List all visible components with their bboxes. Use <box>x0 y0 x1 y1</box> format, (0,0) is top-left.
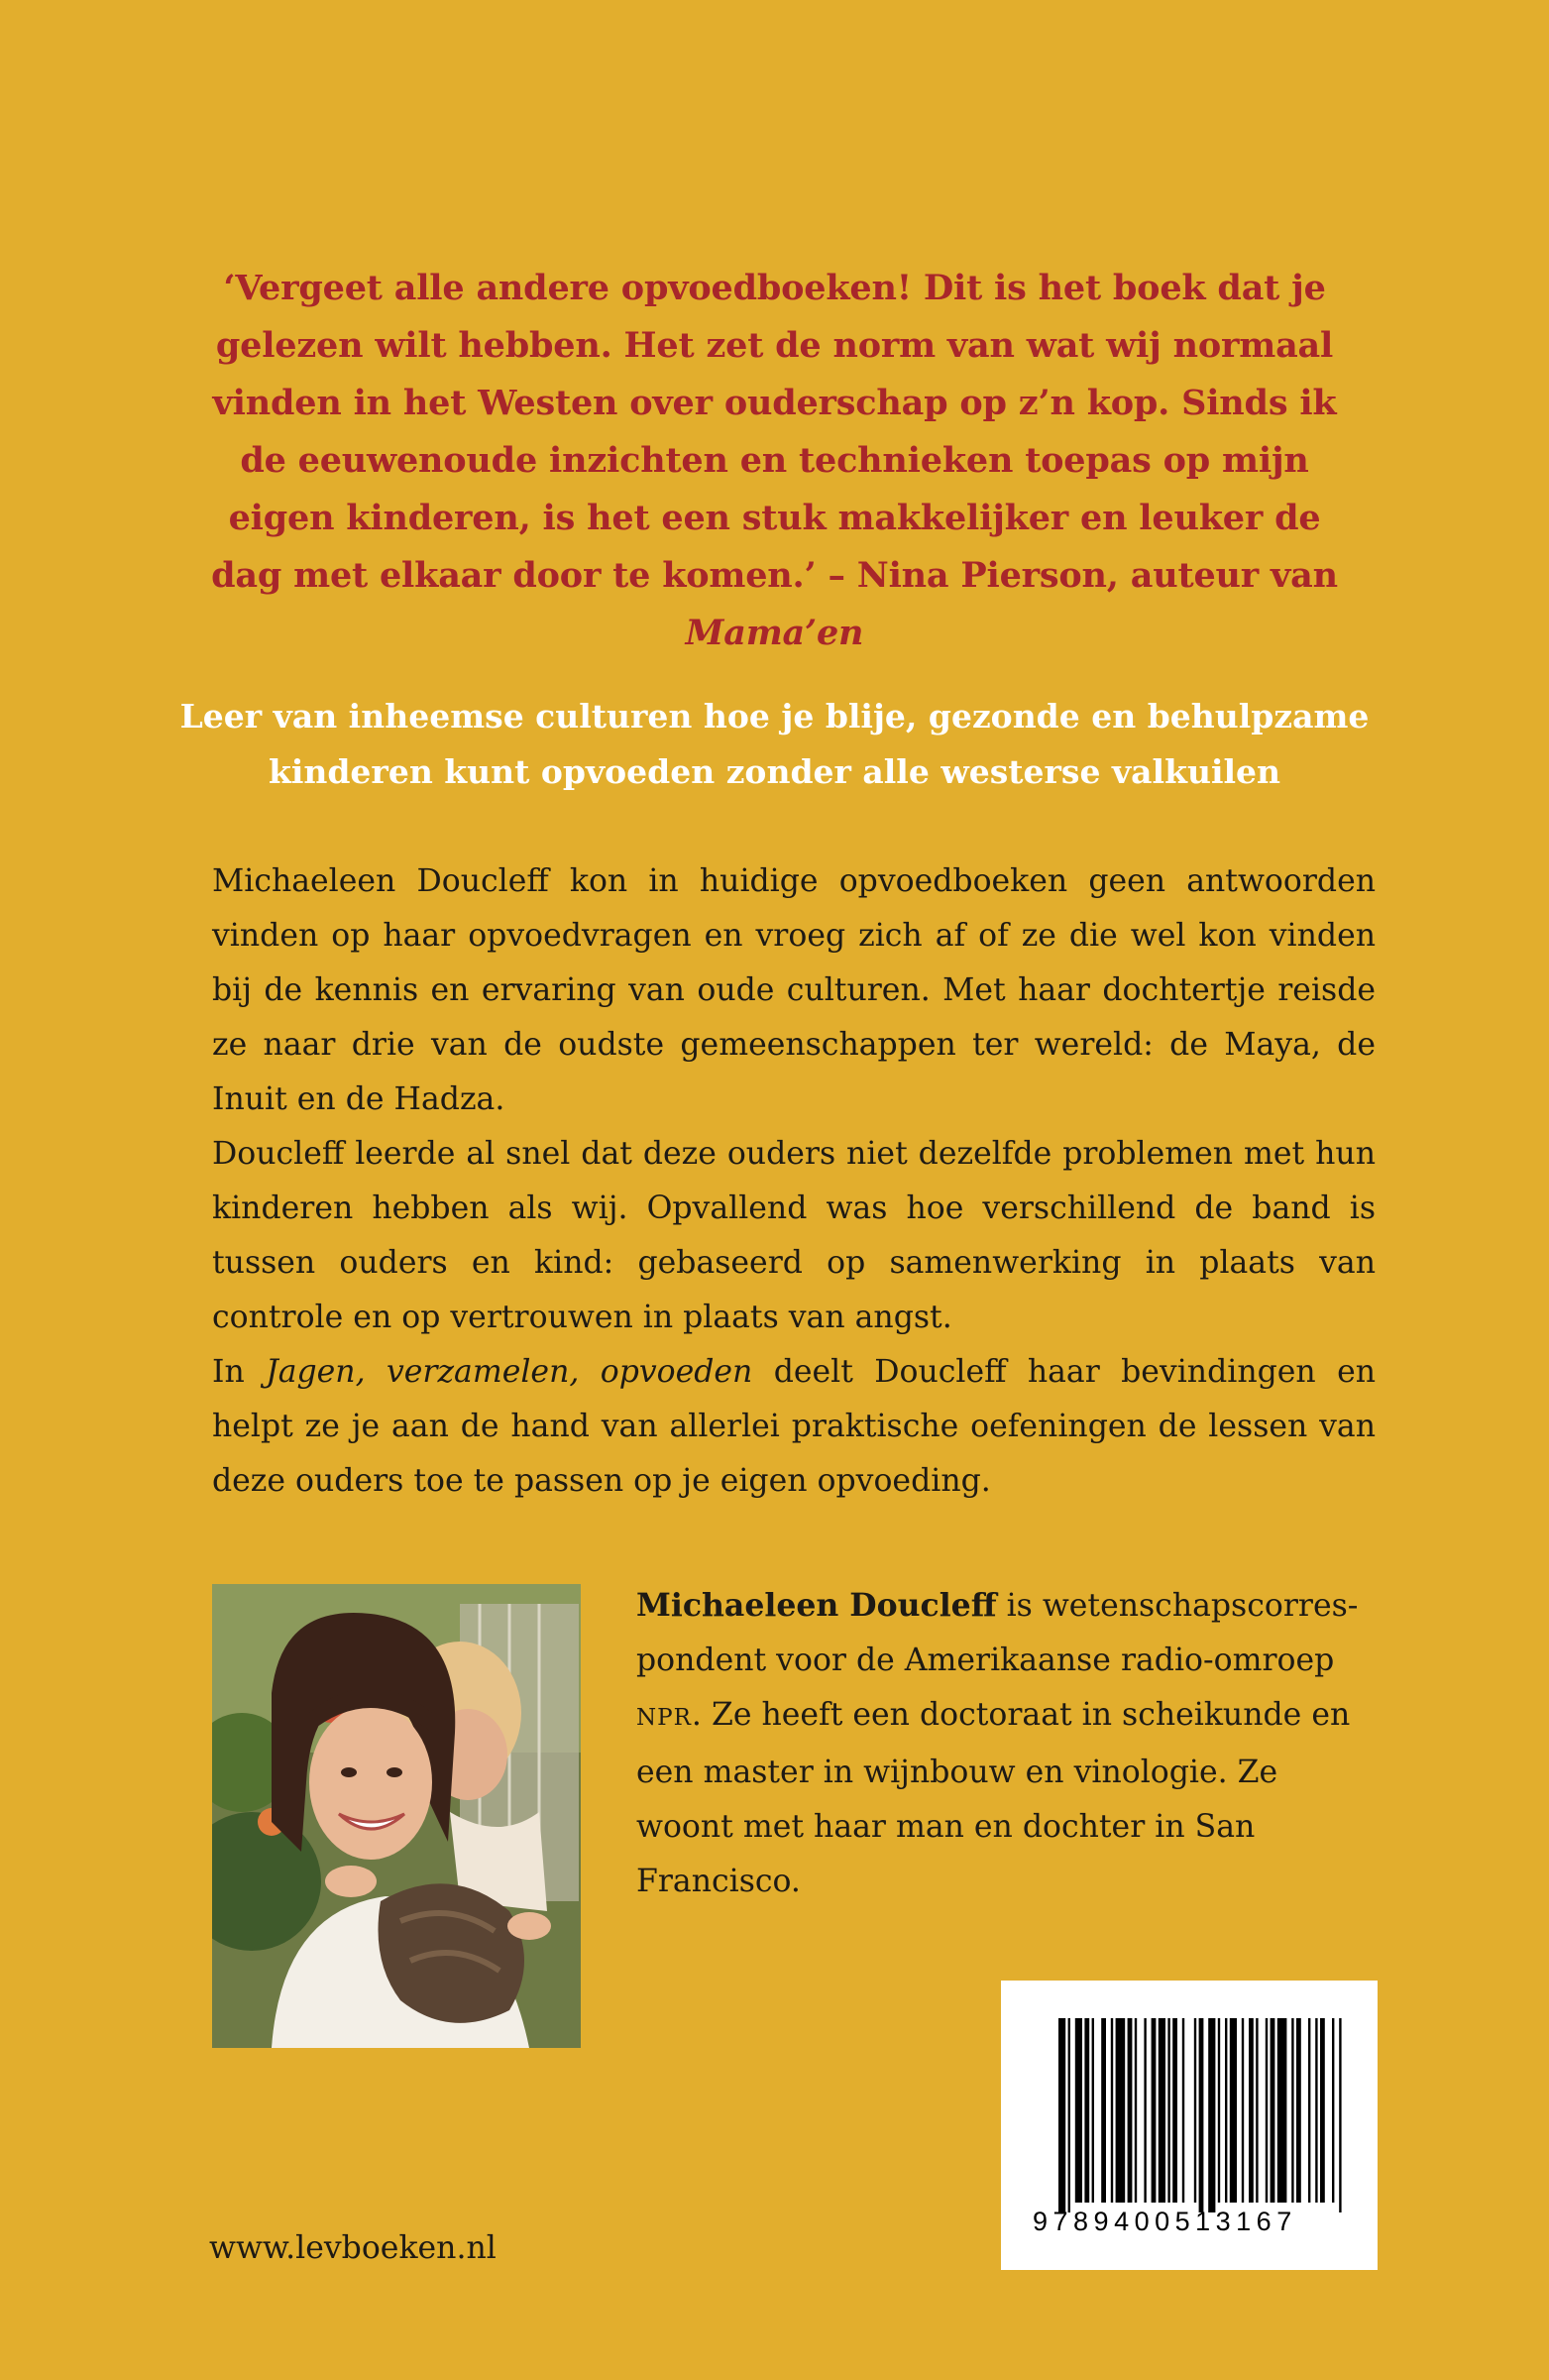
isbn-number: 9789400513167 <box>1033 2207 1297 2236</box>
paragraph-3-suffix: deelt Doucleff haar bevindingen en helpt ze je aan de hand van allerlei praktische oefeningen de lessen van deze ouders toe te passen op je eigen opvoeding. <box>212 1354 1376 1499</box>
barcode-bar <box>1084 2018 1089 2203</box>
barcode-bar <box>1315 2018 1317 2203</box>
barcode-bar <box>1144 2018 1146 2203</box>
barcode-bar <box>1101 2018 1106 2203</box>
author-name: Michaeleen Doucleff <box>636 1587 997 1624</box>
barcode-bar <box>1199 2018 1204 2212</box>
barcode-bar <box>1172 2018 1177 2203</box>
author-photo <box>212 1584 581 2048</box>
barcode-bar <box>1194 2018 1196 2203</box>
endorsement-quote <box>198 260 1351 662</box>
description-paragraph-2: Doucleff leerde al snel dat deze ouders niet dezelfde problemen met hun kinderen hebben als wij. Opvallend was hoe verschillend de band is tussen ouders en kind: gebaseerd op samenwerking in plaats van controle en op vertrouwen in plaats van angst. <box>212 1136 1376 1335</box>
barcode-bar <box>1249 2018 1254 2203</box>
barcode-bar <box>1068 2018 1070 2212</box>
barcode-bar <box>1332 2018 1334 2203</box>
tagline <box>168 689 1381 800</box>
barcode-bar <box>1182 2018 1184 2203</box>
description-paragraph-3 <box>212 1345 1376 1509</box>
barcode-bar <box>1266 2018 1268 2203</box>
author-bio <box>636 1578 1378 1909</box>
barcode-bar <box>1092 2018 1094 2203</box>
barcode-bar <box>1271 2018 1275 2203</box>
barcode-bar <box>1291 2018 1293 2203</box>
quote-attribution: – Nina Pierson, auteur van <box>816 555 1338 596</box>
tagline-line-1: Leer van inheemse culturen hoe je blije, gezonde en behulpzame <box>179 697 1370 736</box>
barcode-bar <box>1230 2018 1237 2203</box>
barcode-bar <box>1308 2018 1310 2203</box>
barcode-bar <box>1111 2018 1113 2203</box>
barcode-bar <box>1296 2018 1301 2203</box>
barcode-bar <box>1320 2018 1325 2203</box>
barcode-bar <box>1208 2018 1215 2212</box>
barcode-bar <box>1152 2018 1157 2203</box>
paragraph-3-prefix: In <box>212 1354 267 1390</box>
description-paragraph-1: Michaeleen Doucleff kon in huidige opvoedboeken geen antwoorden vinden op haar opvoedvragen en vroeg zich af of ze die wel kon vinden bij de kennis en ervaring van oude culturen. Met haar dochtertje reisde ze naar drie van de oudste gemeenschappen ter wereld: de Maya, de Inuit en de Hadza. <box>212 863 1376 1117</box>
barcode-bar <box>1058 2018 1065 2212</box>
bio-text-1: is wetenschapscorres-pondent voor de Amerikaanse radio-omroep <box>636 1588 1359 1678</box>
barcode-bar <box>1128 2018 1133 2203</box>
publisher-website-link[interactable]: www.levboeken.nl <box>209 2230 497 2266</box>
barcode-bar <box>1256 2018 1258 2203</box>
quote-text: ‘Vergeet alle andere opvoedboeken! Dit is het boek dat je gelezen wilt hebben. Het zet de norm van wat wij normaal vinden in het Westen over ouderschap op z’n kop. Sinds ik de eeuwenoude inzichten en technieken toepas op mijn eigen kinderen, is het een stuk makkelijker en leuker de dag met elkaar door te komen.’ <box>211 268 1337 596</box>
barcode-bar <box>1135 2018 1137 2203</box>
broadcaster-abbreviation: NPR <box>636 1705 692 1731</box>
barcode-bar <box>1218 2018 1220 2203</box>
barcode-bar <box>1242 2018 1244 2203</box>
book-description <box>212 854 1376 1509</box>
barcode-bar <box>1116 2018 1126 2203</box>
barcode-bar <box>1075 2018 1082 2203</box>
barcode-bar <box>1225 2018 1227 2203</box>
isbn-barcode <box>1001 1981 1378 2270</box>
barcode-bar <box>1277 2018 1287 2203</box>
bio-text-2: . Ze heeft een doctoraat in scheikunde en een master in wijnbouw en vinologie. Ze woont met haar man en dochter in San Francisco. <box>636 1697 1351 1899</box>
quote-source-title: Mama’en <box>685 613 864 653</box>
author-photo-illustration <box>212 1584 581 2048</box>
barcode-bar <box>1339 2018 1341 2212</box>
barcode-bar <box>1159 2018 1165 2203</box>
tagline-line-2: kinderen kunt opvoeden zonder alle westerse valkuilen <box>268 752 1281 791</box>
barcode-bar <box>1167 2018 1169 2203</box>
book-title-italic: Jagen, verzamelen, opvoeden <box>266 1354 753 1390</box>
